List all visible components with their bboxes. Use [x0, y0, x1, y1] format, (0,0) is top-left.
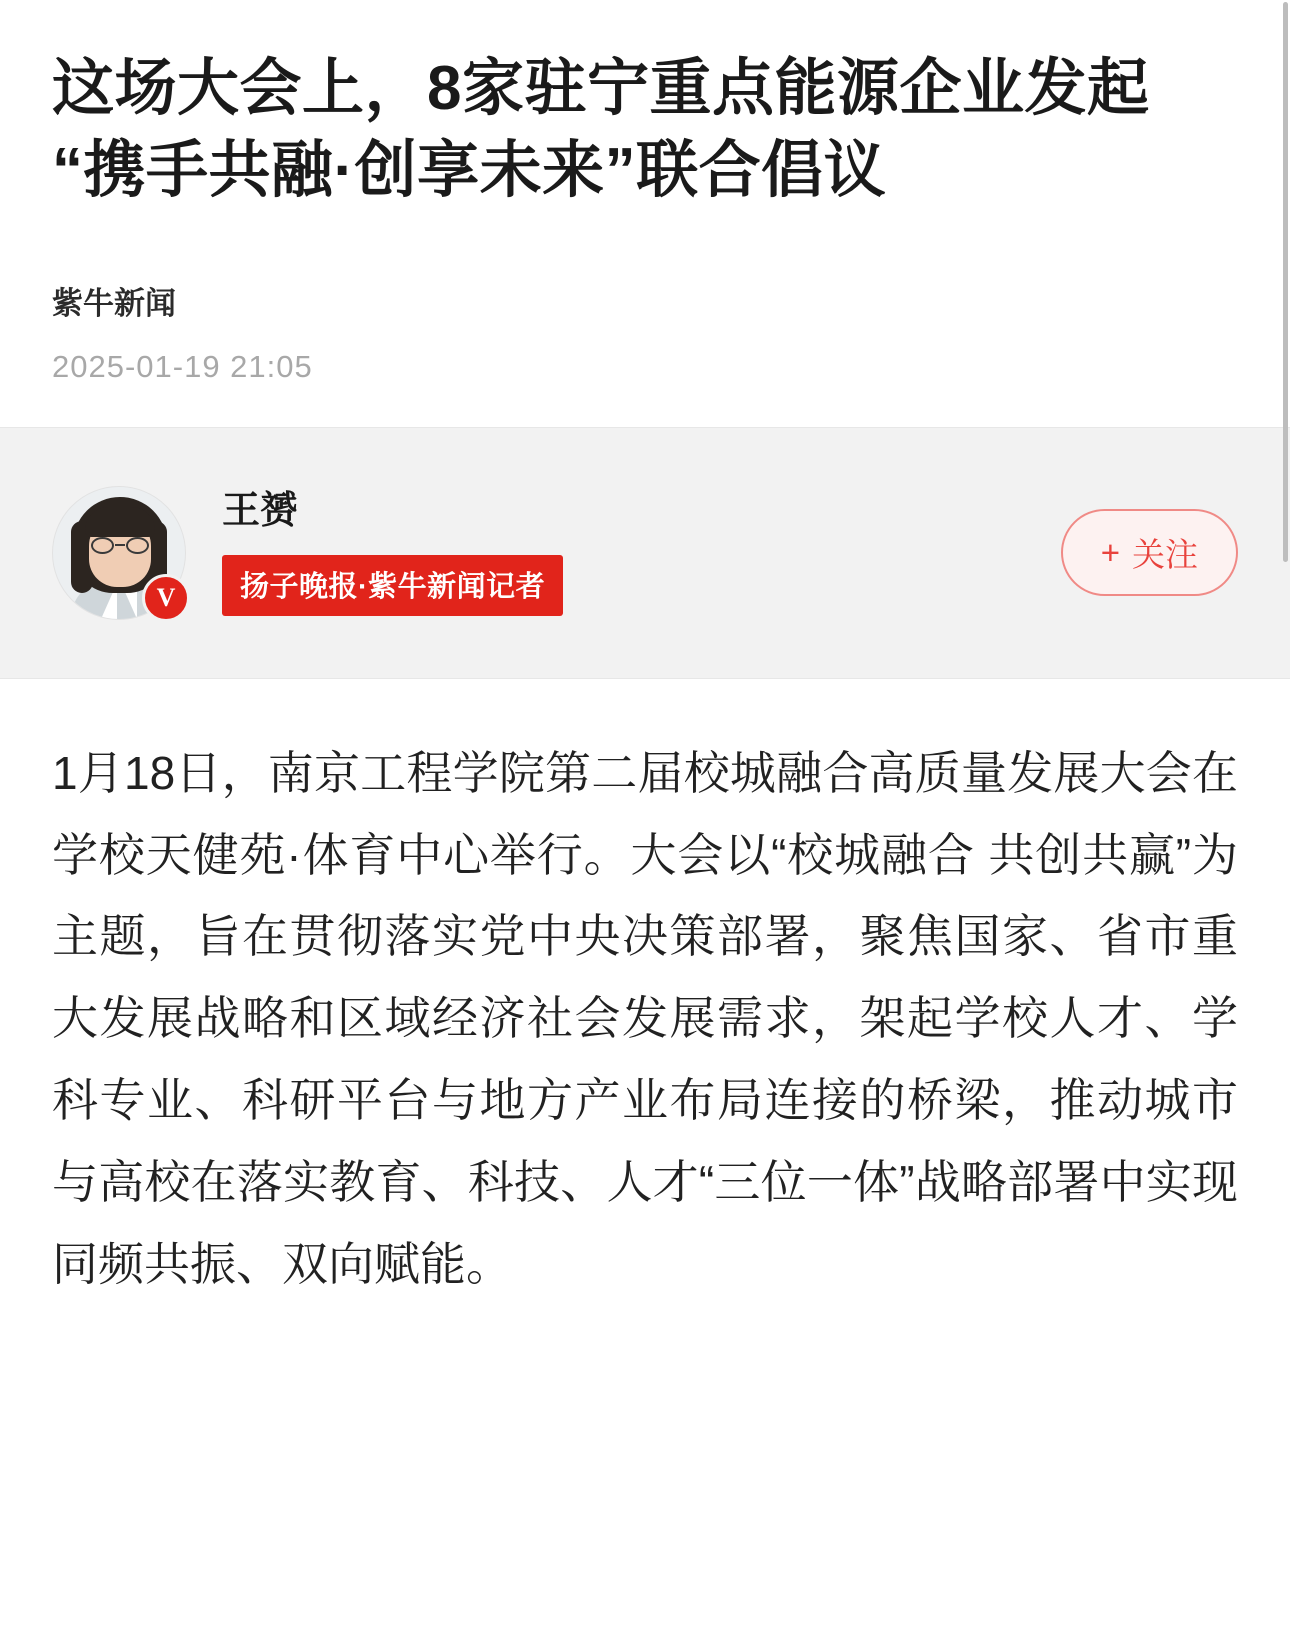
follow-button[interactable] — [1061, 509, 1238, 596]
article-timestamp: 2025-01-19 21:05 — [52, 348, 313, 384]
author-name[interactable]: 王赟 — [222, 490, 299, 533]
author-bar — [0, 427, 1290, 679]
scrollbar[interactable] — [1284, 0, 1290, 1650]
author-info — [222, 489, 1061, 616]
page-title: 这场大会上，8家驻宁重点能源企业发起“携手共融·创享未来”联合倡议 — [52, 54, 1150, 205]
verified-badge-icon: V — [142, 574, 190, 622]
author-role-badge: 扬子晚报·紫牛新闻记者 — [222, 555, 563, 616]
avatar[interactable] — [52, 486, 186, 620]
article-header — [0, 0, 1290, 427]
plus-icon: + — [1100, 534, 1120, 572]
scrollbar-thumb[interactable] — [1283, 2, 1288, 562]
article-body — [0, 679, 1290, 1306]
body-paragraph: 1月18日，南京工程学院第二届校城融合高质量发展大会在学校天健苑·体育中心举行。大会以“校城融合 共创共赢”为主题，旨在贯彻落实党中央决策部署，聚焦国家、省市重大发展战略和区域经济社会发展需求，架起学校人才、学科专业、科研平台与地方产业布局连接的桥梁，推动城市与高校在落实教育、科技、人才“三位一体”战略部署中实现同频共振、双向赋能。 — [52, 746, 1238, 1290]
follow-button-label: 关注 — [1132, 536, 1198, 574]
article-source: 紫牛新闻 — [52, 285, 176, 321]
